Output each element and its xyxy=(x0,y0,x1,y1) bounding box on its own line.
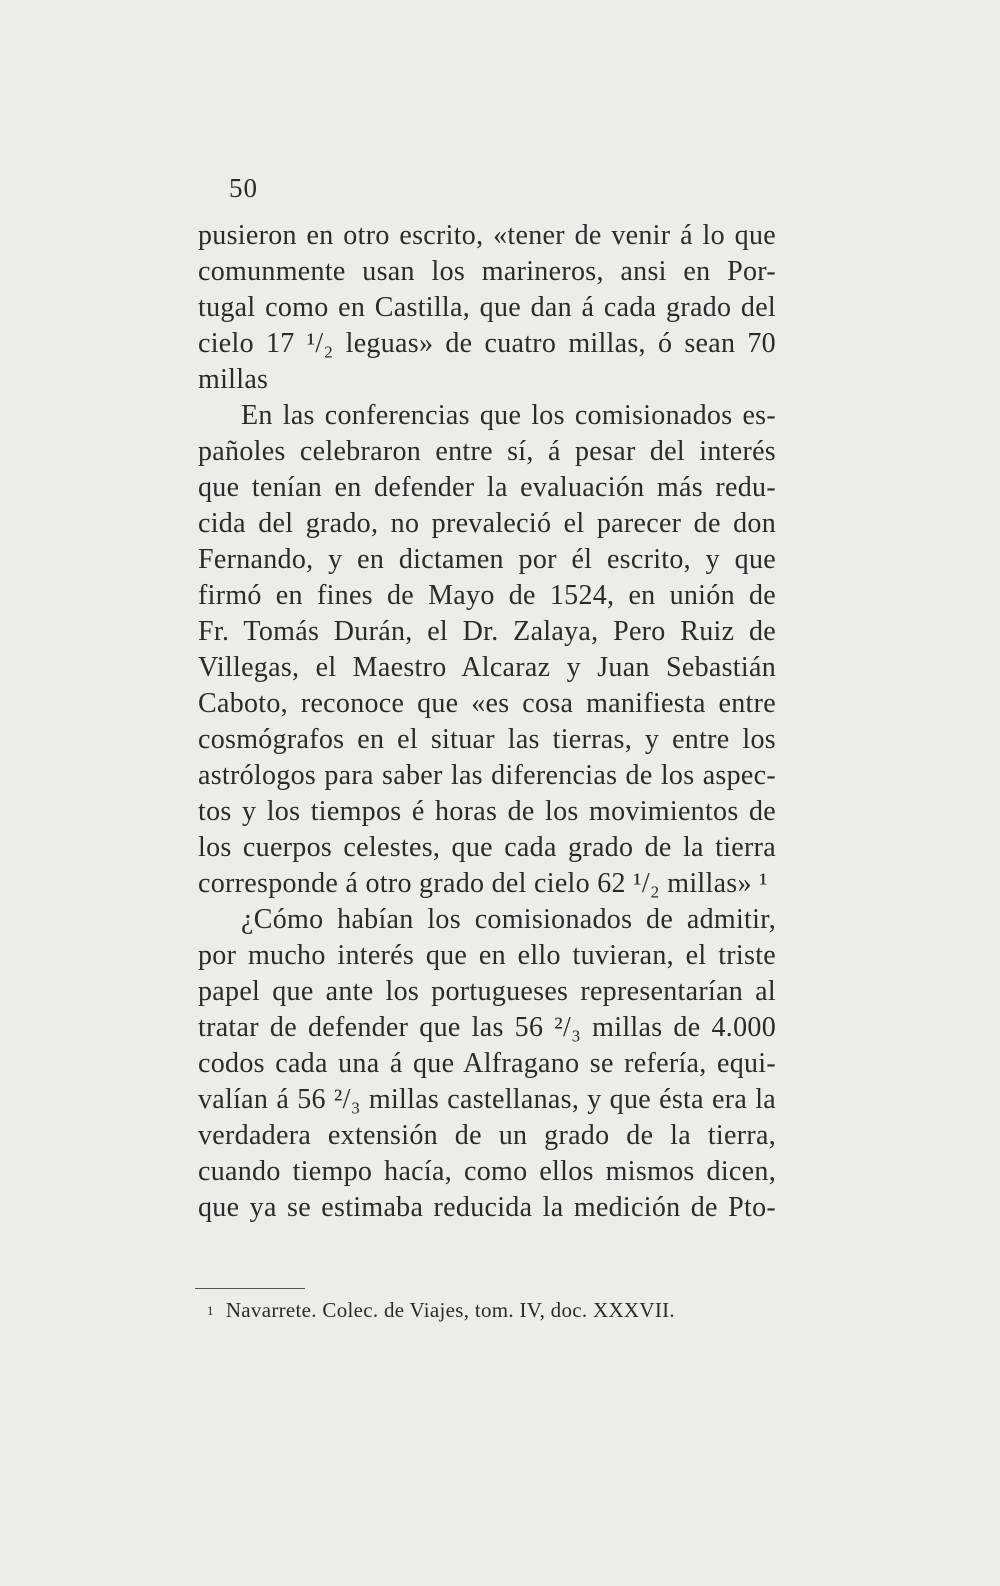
footnote-divider xyxy=(195,1288,305,1289)
text-line: cuando tiempo hacía, como ellos mismos dicen, xyxy=(198,1156,776,1187)
page-number: 50 xyxy=(229,173,258,203)
text-line: por mucho interés que en ello tuvieran, el triste xyxy=(198,940,776,971)
text-line: codos cada una á que Alfragano se refería, equi- xyxy=(198,1048,776,1079)
text-line: los cuerpos celestes, que cada grado de la tierra xyxy=(198,832,776,863)
text-line: Villegas, el Maestro Alcaraz y Juan Sebastián xyxy=(198,652,776,683)
text-line: corresponde á otro grado del cielo 62 ¹/₂ millas» ¹ xyxy=(198,868,768,899)
text-line: ¿Cómo habían los comisionados de admitir, xyxy=(241,904,776,935)
text-line: tratar de defender que las 56 ²/₃ millas de 4.000 xyxy=(198,1012,776,1043)
text-line: pusieron en otro escrito, «tener de venir á lo que xyxy=(198,220,776,251)
text-line: cida del grado, no prevaleció el parecer de don xyxy=(198,508,776,539)
text-line: Fr. Tomás Durán, el Dr. Zalaya, Pero Ruiz de xyxy=(198,616,776,647)
footnote-text: Navarrete. Colec. de Viajes, tom. IV, doc. XXXVII. xyxy=(225,1298,675,1322)
text-line: verdadera extensión de un grado de la tierra, xyxy=(198,1120,776,1151)
text-line: que ya se estimaba reducida la medición de Pto- xyxy=(198,1192,776,1223)
text-line: Fernando, y en dictamen por él escrito, y que xyxy=(198,544,776,575)
text-line: astrólogos para saber las diferencias de los aspec- xyxy=(198,760,776,791)
text-line: valían á 56 ²/₃ millas castellanas, y que ésta era la xyxy=(198,1084,776,1115)
text-line: papel que ante los portugueses representarían al xyxy=(198,976,776,1007)
text-line: tos y los tiempos é horas de los movimientos de xyxy=(198,796,776,827)
text-line: pañoles celebraron entre sí, á pesar del interés xyxy=(198,436,776,467)
text-line: cosmógrafos en el situar las tierras, y entre los xyxy=(198,724,776,755)
footnote xyxy=(207,1296,675,1325)
text-line: comunmente usan los marineros, ansi en Por- xyxy=(198,256,776,287)
text-line: tugal como en Castilla, que dan á cada grado del xyxy=(198,292,776,323)
text-line: firmó en fines de Mayo de 1524, en unión de xyxy=(198,580,776,611)
text-line: que tenían en defender la evaluación más redu- xyxy=(198,472,776,503)
text-line: Caboto, reconoce que «es cosa manifiesta entre xyxy=(198,688,776,719)
text-line: En las conferencias que los comisionados es- xyxy=(241,400,776,431)
text-line: cielo 17 ¹/₂ leguas» de cuatro millas, ó sean 70 xyxy=(198,328,776,359)
text-line: millas xyxy=(198,364,269,395)
footnote-mark: 1 xyxy=(207,1303,214,1318)
